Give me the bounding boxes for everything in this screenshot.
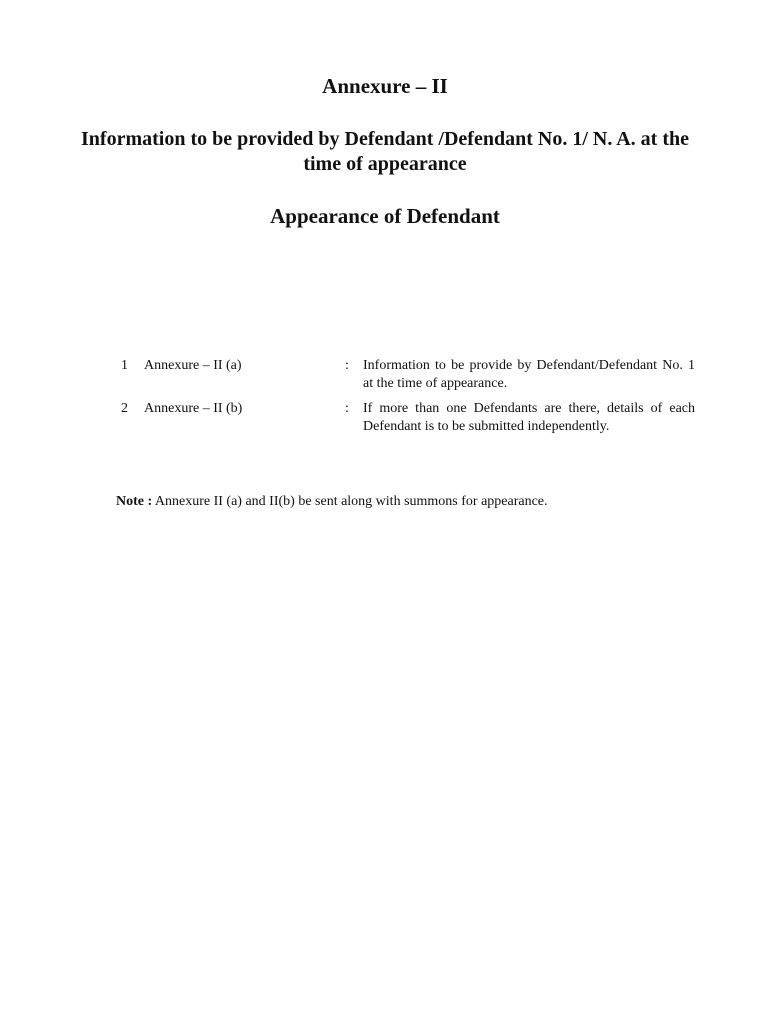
note-text: Annexure II (a) and II(b) be sent along with summons for appearance. [154, 494, 548, 509]
item-description: Information to be provide by Defendant/Defendant No. 1 at the time of appearance. [363, 358, 695, 391]
item-description: If more than one Defendants are there, details of each Defendant is to be submitted independently. [363, 401, 695, 434]
page-subtitle: Information to be provided by Defendant /Defendant No. 1/ N. A. at the time of appearance [81, 128, 689, 175]
item-label: Annexure – II (a) [144, 358, 242, 373]
item-number: 2 [121, 401, 128, 416]
item-number: 1 [121, 358, 128, 373]
item-separator: : [345, 401, 349, 416]
page-title: Annexure – II [322, 74, 448, 98]
note-label: Note : [116, 494, 153, 509]
item-label: Annexure – II (b) [144, 401, 243, 416]
note [116, 493, 548, 511]
section-heading: Appearance of Defendant [270, 204, 500, 228]
item-separator: : [345, 358, 349, 373]
